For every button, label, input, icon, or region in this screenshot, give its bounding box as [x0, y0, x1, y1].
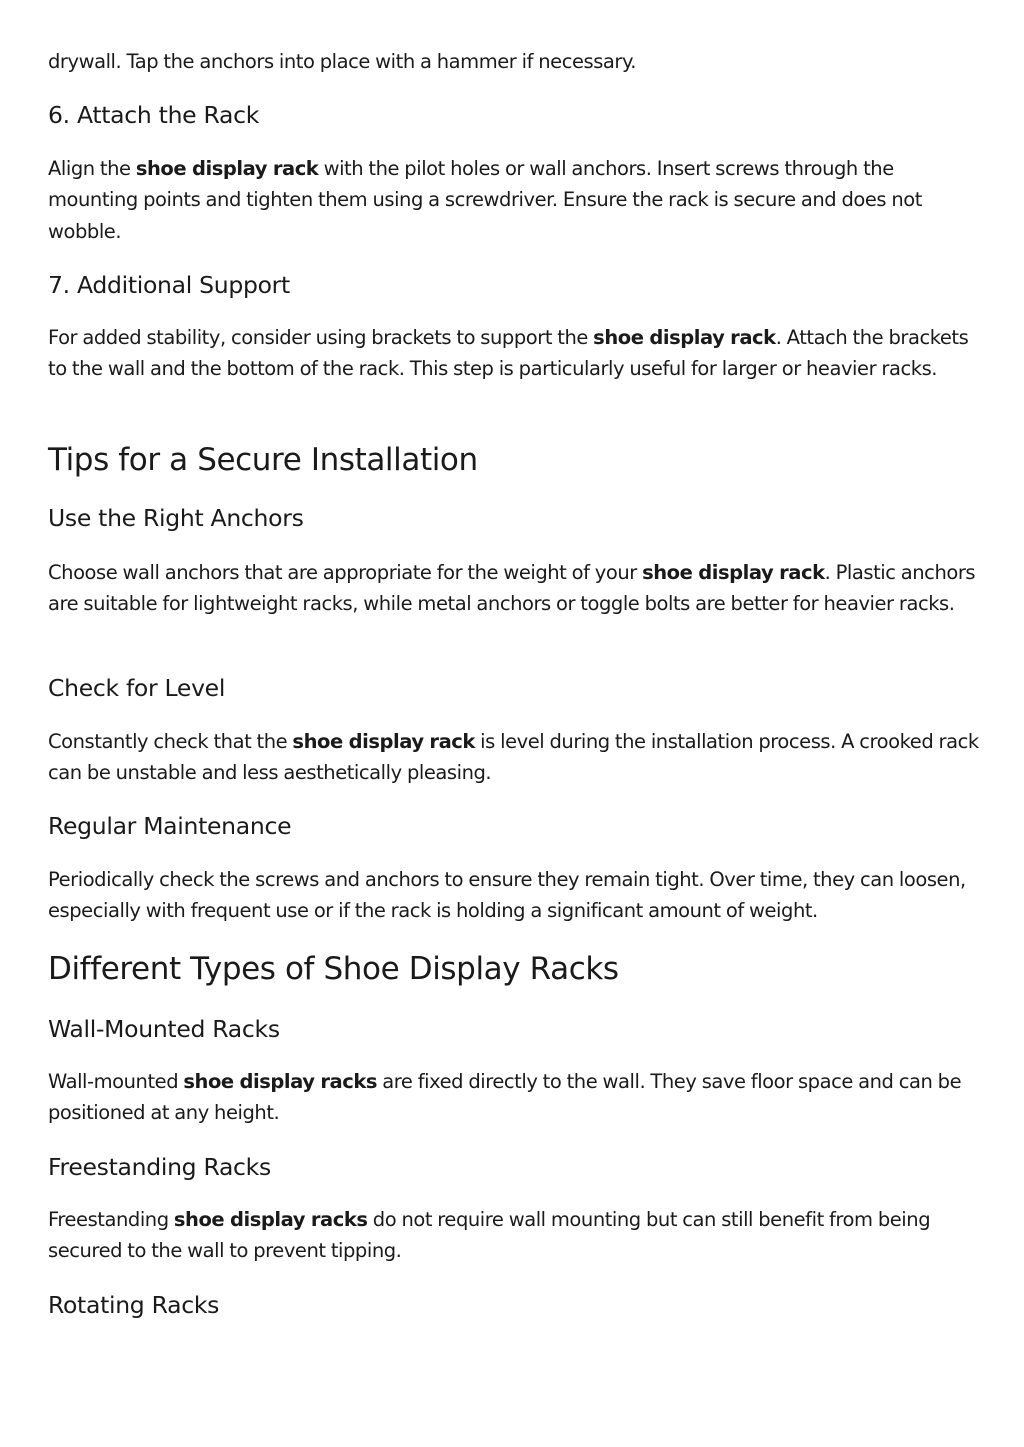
bold-keyword: shoe display rack [593, 326, 776, 349]
bold-keyword: shoe display rack [642, 561, 825, 584]
paragraph-regular-maintenance: Periodically check the screws and anchors to ensure they remain tight. Over time, they can loosen, especially with frequent use or if the rack is holding a significant amount of weight. [48, 868, 966, 923]
text-run: Align the [48, 157, 136, 180]
heading-rotating-racks: Rotating Racks [48, 1291, 220, 1319]
paragraph-wall-mounted-racks [48, 1066, 980, 1129]
text-run: . Plastic anchors are suitable for lightweight racks, while metal anchors or toggle bolts are better for heavier racks. [48, 561, 976, 616]
bold-keyword: shoe display racks [183, 1070, 378, 1093]
paragraph-additional-support [48, 322, 980, 385]
heading-additional-support: 7. Additional Support [48, 271, 290, 299]
text-run: is level during the installation process. A crooked rack can be unstable and less aesthetically pleasing. [48, 730, 979, 785]
text-run: Choose wall anchors that are appropriate for the weight of your [48, 561, 643, 584]
text-run: Constantly check that the [48, 730, 293, 753]
bold-keyword: shoe display rack [135, 157, 319, 180]
heading-freestanding-racks: Freestanding Racks [48, 1153, 271, 1181]
text-run: with the pilot holes or wall anchors. Insert screws through the mounting points and tighten them using a screwdriver. Ensure the rack is secure and does not wobble. [48, 157, 922, 243]
text-run: Freestanding [48, 1208, 174, 1231]
paragraph-drywall-continuation: drywall. Tap the anchors into place with a hammer if necessary. [48, 50, 637, 73]
heading-wall-mounted-racks: Wall-Mounted Racks [48, 1015, 280, 1043]
paragraph-attach-the-rack [48, 153, 980, 247]
heading-tips-for-secure-installation: Tips for a Secure Installation [48, 442, 478, 478]
heading-regular-maintenance: Regular Maintenance [48, 812, 292, 840]
bold-keyword: shoe display rack [292, 730, 475, 753]
text-run: are fixed directly to the wall. They save floor space and can be positioned at any height. [48, 1070, 962, 1125]
text-run: do not require wall mounting but can still benefit from being secured to the wall to prevent tipping. [48, 1208, 931, 1263]
heading-different-types-of-shoe-display-racks: Different Types of Shoe Display Racks [48, 951, 619, 987]
text-run: For added stability, consider using brackets to support the [48, 326, 594, 349]
paragraph-use-the-right-anchors [48, 557, 980, 620]
paragraph-check-for-level [48, 726, 980, 789]
text-run: . Attach the brackets to the wall and the bottom of the rack. This step is particularly useful for larger or heavier racks. [48, 326, 969, 381]
paragraph-freestanding-racks [48, 1204, 980, 1267]
heading-check-for-level: Check for Level [48, 674, 226, 702]
text-run: Wall-mounted [48, 1070, 184, 1093]
heading-attach-the-rack: 6. Attach the Rack [48, 101, 260, 129]
bold-keyword: shoe display racks [173, 1208, 368, 1231]
heading-use-the-right-anchors: Use the Right Anchors [48, 504, 304, 532]
